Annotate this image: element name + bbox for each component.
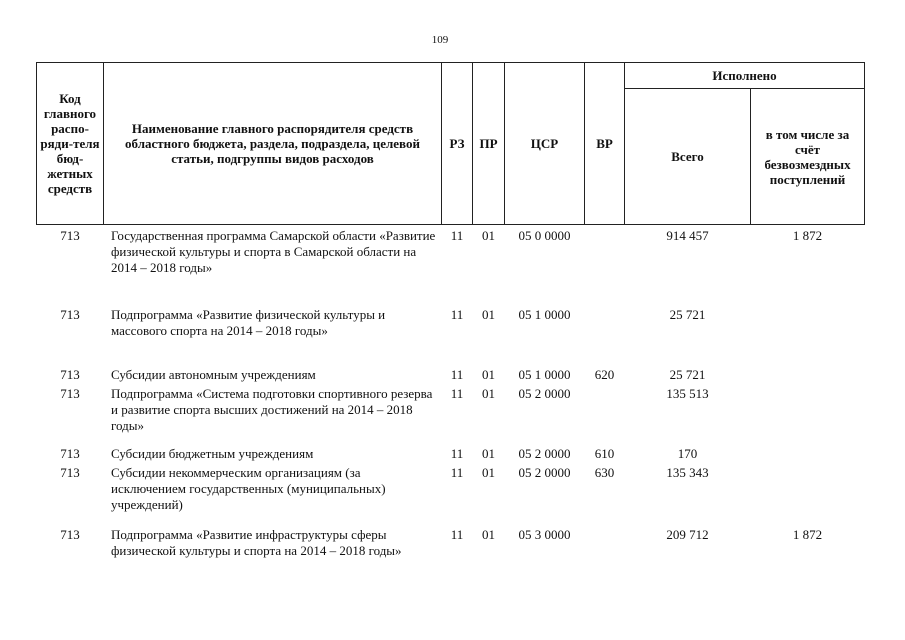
- cell-name: Подпрограмма «Развитие физической культуры и массового спорта на 2014 – 2018 годы»: [111, 307, 386, 338]
- cell-pr: 01: [482, 527, 495, 542]
- header-csr: ЦСР: [504, 62, 585, 225]
- cell-code: 713: [60, 386, 80, 401]
- cell-rz: 11: [450, 527, 464, 542]
- cell-code: 713: [60, 527, 80, 542]
- header-name: Наименование главного распорядителя средств областного бюджета, раздела, подраздела, целевой статьи, подгруппы видов расходов: [103, 62, 442, 225]
- cell-total: 25 721: [669, 367, 706, 382]
- cell-rz: 11: [450, 386, 464, 401]
- header-code: Код главного распо-ряди-теля бюд-жетных средств: [36, 62, 104, 225]
- cell-csr: 05 1 0000: [518, 367, 571, 382]
- header-total: Всего: [624, 88, 751, 225]
- header-vr: ВР: [584, 62, 625, 225]
- cell-free: 1 872: [792, 228, 823, 243]
- cell-total: 135 343: [666, 465, 709, 480]
- cell-vr: 630: [594, 465, 615, 480]
- cell-code: 713: [60, 446, 80, 461]
- cell-pr: 01: [482, 367, 495, 382]
- cell-code: 713: [60, 367, 80, 382]
- cell-csr: 05 2 0000: [518, 386, 571, 401]
- cell-code: 713: [60, 307, 80, 322]
- cell-csr: 05 3 0000: [518, 527, 571, 542]
- cell-pr: 01: [482, 446, 495, 461]
- cell-rz: 11: [450, 446, 464, 461]
- cell-total: 170: [677, 446, 698, 461]
- cell-total: 135 513: [666, 386, 709, 401]
- page-number: 109: [431, 34, 449, 46]
- cell-name: Субсидии некоммерческим организациям (за исключением государственных (муниципальных) учреждений): [111, 465, 386, 512]
- cell-total: 209 712: [666, 527, 709, 542]
- cell-csr: 05 0 0000: [518, 228, 571, 243]
- cell-total: 914 457: [666, 228, 709, 243]
- cell-pr: 01: [482, 386, 495, 401]
- cell-total: 25 721: [669, 307, 706, 322]
- header-rz: РЗ: [441, 62, 473, 225]
- cell-vr: 610: [594, 446, 615, 461]
- cell-rz: 11: [450, 367, 464, 382]
- cell-rz: 11: [450, 307, 464, 322]
- cell-csr: 05 2 0000: [518, 446, 571, 461]
- cell-name: Подпрограмма «Система подготовки спортивного резерва и развитие спорта высших достижений на 2014 – 2018 годы»: [111, 386, 433, 433]
- cell-pr: 01: [482, 228, 495, 243]
- cell-code: 713: [60, 465, 80, 480]
- cell-rz: 11: [450, 228, 464, 243]
- cell-csr: 05 2 0000: [518, 465, 571, 480]
- header-free-receipts: в том числе за счёт безвозмездных поступлений: [750, 88, 865, 225]
- header-pr: ПР: [472, 62, 505, 225]
- cell-name: Субсидии бюджетным учреждениям: [111, 446, 314, 461]
- cell-code: 713: [60, 228, 80, 243]
- cell-pr: 01: [482, 307, 495, 322]
- cell-name: Государственная программа Самарской области «Развитие физической культуры и спорта в Самарской области на 2014 – 2018 годы»: [111, 228, 436, 275]
- cell-pr: 01: [482, 465, 495, 480]
- cell-free: 1 872: [792, 527, 823, 542]
- cell-name: Субсидии автономным учреждениям: [111, 367, 316, 382]
- header-executed: Исполнено: [624, 62, 865, 89]
- cell-name: Подпрограмма «Развитие инфраструктуры сферы физической культуры и спорта на 2014 – 2018 годы»: [111, 527, 402, 558]
- cell-vr: 620: [594, 367, 615, 382]
- cell-rz: 11: [450, 465, 464, 480]
- cell-csr: 05 1 0000: [518, 307, 571, 322]
